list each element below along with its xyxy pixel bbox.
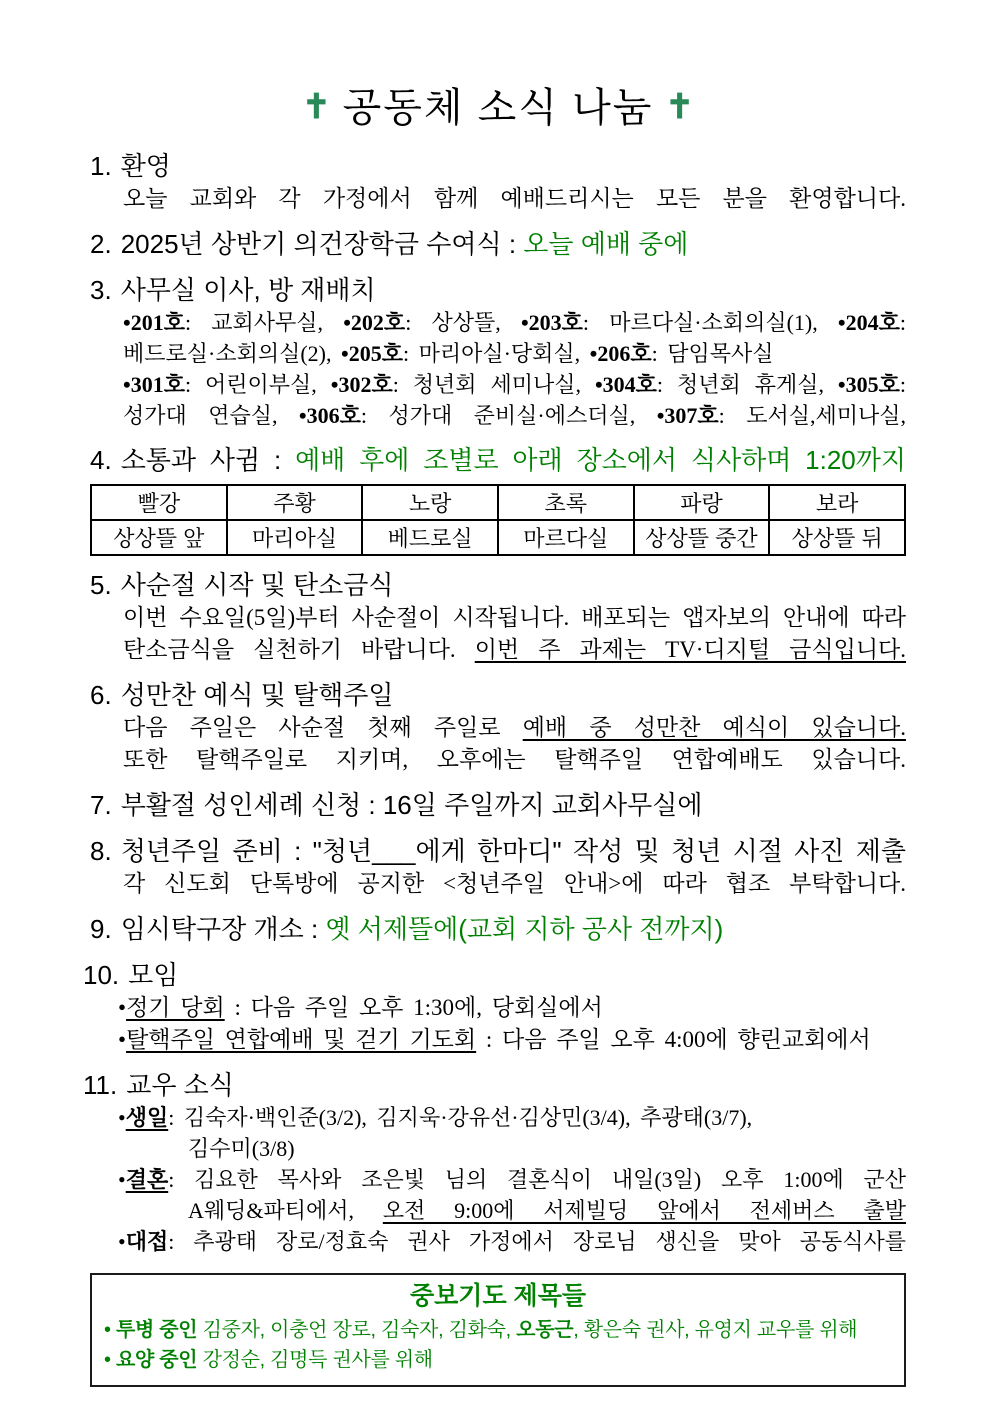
section-meetings: [83, 958, 906, 1056]
text-segment: •306호: [298, 403, 361, 428]
text-segment: •307호: [656, 403, 719, 428]
text-segment: 옛 서제뜰에(교회 지하 공사 전까지): [325, 914, 724, 944]
text-segment: •202호: [343, 310, 406, 335]
section-heading-text: [128, 960, 178, 990]
text-segment: •204호: [837, 310, 900, 335]
text-segment: 또한 탈핵주일로 지키며, 오후에는 탈핵주일 연합예배도 있습니다.: [123, 747, 906, 772]
text-segment: •305호: [837, 372, 900, 397]
text-segment: 사순절 시작 및 탄소금식: [120, 570, 394, 600]
text-segment: : 김숙자·백인준(3/2), 김지욱·강유선·김상민(3/4), 추광태(3/7),: [168, 1105, 753, 1130]
section-office-move: [90, 273, 906, 431]
body-line: [90, 338, 906, 369]
body-line: [90, 744, 906, 776]
section-number: 3.: [90, 275, 112, 305]
text-segment: 대접: [125, 1229, 169, 1254]
text-segment: , 황은숙 권사, 유영지 교우를 위해: [573, 1319, 858, 1341]
body-line: [90, 868, 906, 900]
section-number: 7.: [90, 790, 112, 820]
text-segment: : 다음 주일 오후 4:00에 향린교회에서: [476, 1027, 871, 1052]
body-line: [90, 1024, 906, 1056]
text-segment: •205호: [341, 341, 403, 366]
text-segment: 오늘 예배 중에: [523, 229, 689, 259]
prayer-line: [100, 1315, 896, 1345]
body-line: [90, 602, 906, 634]
text-segment: 교우 소식: [126, 1070, 234, 1100]
text-segment: 성만찬 예식 및 탈핵주일: [120, 680, 394, 710]
text-segment: •206호: [589, 341, 652, 366]
text-segment: 다음 주일은 사순절 첫째 주일로: [123, 715, 523, 740]
text-segment: •: [118, 1027, 127, 1052]
section-heading: [90, 912, 906, 946]
body-line: [90, 1102, 906, 1133]
body-line: [90, 712, 906, 744]
text-segment: 강정순, 김명득 권사를 위해: [197, 1349, 433, 1371]
text-segment: : 김요한 목사와 조은빛 님의 결혼식이 내일(3일) 오후 1:00에 군산: [168, 1167, 906, 1192]
text-segment: 생일: [125, 1105, 169, 1130]
section-heading-text: [121, 229, 689, 259]
text-segment: 성가대 연습실,: [123, 403, 299, 428]
text-segment: 각 신도회 단톡방에 공지한 <청년주일 안내>에 따라 협조 부탁합니다.: [123, 871, 906, 896]
section-baptism: [90, 788, 906, 822]
text-segment: 요양 중인: [115, 1349, 198, 1371]
text-segment: •: [118, 1105, 126, 1130]
text-segment: 김중자, 이충언 장로, 김숙자, 김화숙,: [197, 1319, 517, 1341]
text-segment: : 청년회 휴게실,: [656, 372, 838, 397]
text-segment: 결혼: [125, 1167, 169, 1192]
text-segment: •: [104, 1319, 116, 1341]
section-number: 11.: [83, 1070, 118, 1100]
text-segment: •302호: [330, 372, 393, 397]
cross-icon: ✝: [302, 88, 331, 126]
body-line: [90, 1133, 906, 1164]
section-number: 8.: [90, 836, 112, 866]
text-segment: : 담임목사실: [651, 341, 774, 366]
body-line: [90, 183, 906, 215]
text-segment: 정기 당회: [126, 995, 225, 1020]
body-line: [90, 1195, 906, 1226]
section-heading-text: [121, 836, 906, 866]
text-segment: •: [118, 995, 127, 1020]
text-segment: : 교회사무실,: [184, 310, 344, 335]
text-segment: 예배 중 성만찬 예식이 있습니다.: [522, 715, 906, 740]
text-segment: : 성가대 준비실·에스더실,: [360, 403, 657, 428]
section-member-news: [83, 1068, 906, 1257]
text-segment: : 마리아실·당회실,: [402, 341, 590, 366]
body-line: [90, 1164, 906, 1195]
table-header-cell: 노랑: [362, 485, 498, 520]
section-number: 6.: [90, 680, 112, 710]
section-heading: [90, 678, 906, 712]
section-number: 9.: [90, 914, 112, 944]
section-communion: [90, 678, 906, 776]
section-heading-text: [121, 445, 906, 475]
section-heading-text: [121, 680, 394, 710]
text-segment: 이번 수요일(5일)부터 사순절이 시작됩니다. 배포되는 앱자보의 안내에 따라: [123, 605, 906, 630]
section-heading: [90, 273, 906, 307]
text-segment: 예배 후에 조별로 아래 장소에서 식사하며 1:20까지: [295, 445, 906, 475]
section-scholarship: [90, 227, 906, 261]
table-cell: 상상뜰 뒤: [769, 520, 905, 555]
table-cell: 베드로실: [362, 520, 498, 555]
section-number: 10.: [83, 960, 120, 990]
fellowship-table: [90, 484, 906, 556]
text-segment: 임시탁구장 개소 :: [120, 914, 326, 944]
table-cell: 상상뜰 중간: [634, 520, 770, 555]
text-segment: •: [104, 1349, 116, 1371]
section-heading: [90, 149, 906, 183]
text-segment: 모임: [128, 960, 179, 990]
text-segment: :: [899, 310, 907, 335]
section-heading: [90, 568, 906, 602]
prayer-box: [90, 1273, 906, 1387]
section-youth-sunday: [90, 834, 906, 900]
section-heading-text: [121, 151, 171, 181]
text-segment: : 마르다실·소회의실(1),: [582, 310, 838, 335]
section-heading-text: [121, 790, 703, 820]
body-line: [90, 369, 906, 400]
text-segment: •203호: [520, 310, 583, 335]
text-segment: 오늘 교회와 각 가정에서 함께 예배드리시는 모든 분을 환영합니다.: [123, 186, 906, 211]
text-segment: •301호: [123, 372, 185, 397]
table-cell: 마리아실: [227, 520, 363, 555]
table-header-cell: 주황: [227, 485, 363, 520]
text-segment: 김수미(3/8): [188, 1136, 295, 1161]
section-number: 1.: [90, 151, 112, 181]
section-heading-text: [126, 1070, 234, 1100]
table-header-cell: 초록: [498, 485, 634, 520]
section-table-tennis: [90, 912, 906, 946]
text-segment: 부활절 성인세례 신청 : 16일 주일까지 교회사무실에: [120, 790, 703, 820]
section-heading: [90, 834, 906, 868]
section-heading: [90, 788, 906, 822]
body-line: [90, 307, 906, 338]
text-segment: : 도서실,세미나실,: [718, 403, 906, 428]
text-segment: 탄소금식을 실천하기 바랍니다.: [123, 637, 475, 662]
body-line: [90, 400, 906, 431]
text-segment: : 추광태 장로/정효숙 권사 가정에서 장로님 생신을 맞아 공동식사를: [168, 1229, 906, 1254]
section-number: 4.: [90, 445, 112, 475]
section-welcome: [90, 149, 906, 215]
section-heading: [83, 1068, 906, 1102]
text-segment: :: [899, 372, 906, 397]
section-heading: [90, 443, 906, 477]
text-segment: : 청년회 세미나실,: [392, 372, 595, 397]
text-segment: 탈핵주일 연합예배 및 걷기 기도회: [126, 1027, 477, 1052]
text-segment: •304호: [594, 372, 657, 397]
body-line: [90, 634, 906, 666]
table-cell: 상상뜰 앞: [91, 520, 227, 555]
text-segment: 베드로실·소회의실(2),: [123, 341, 341, 366]
section-number: 2.: [90, 229, 112, 259]
prayer-line: [100, 1345, 896, 1375]
table-row: [91, 520, 905, 555]
cross-icon: ✝: [665, 88, 694, 126]
text-segment: 오동근: [516, 1319, 574, 1341]
page-title: [90, 84, 906, 131]
text-segment: •: [118, 1229, 126, 1254]
section-fellowship: [90, 443, 906, 556]
text-segment: •201호: [123, 310, 185, 335]
text-segment: 투병 중인: [115, 1319, 198, 1341]
table-cell: 마르다실: [498, 520, 634, 555]
text-segment: 2025년 상반기 의건장학금 수여식 :: [120, 229, 524, 259]
table-row: [91, 485, 905, 520]
section-lent: [90, 568, 906, 666]
text-segment: A웨딩&파티에서,: [188, 1198, 383, 1223]
prayer-box-title: 중보기도 제목들: [410, 1282, 586, 1310]
section-heading-text: [121, 275, 376, 305]
table-header-cell: 빨강: [91, 485, 227, 520]
section-heading-text: [121, 914, 724, 944]
text-segment: 오전 9:00에 서제빌딩 앞에서 전세버스 출발: [382, 1198, 906, 1223]
text-segment: 소통과 사귐 :: [120, 445, 296, 475]
text-segment: 환영: [120, 151, 171, 181]
table-header-cell: 파랑: [634, 485, 770, 520]
section-heading-text: [121, 570, 394, 600]
page-title-text: 공동체 소식 나눔: [342, 86, 654, 130]
section-heading: [90, 227, 906, 261]
body-line: [90, 1226, 906, 1257]
body-line: [90, 992, 906, 1024]
text-segment: : 어린이부실,: [184, 372, 331, 397]
section-heading: [83, 958, 906, 992]
text-segment: 이번 주 과제는 TV·디지털 금식입니다.: [474, 637, 906, 662]
text-segment: 사무실 이사, 방 재배치: [120, 275, 376, 305]
text-segment: : 다음 주일 오후 1:30에, 당회실에서: [224, 995, 603, 1020]
section-number: 5.: [90, 570, 112, 600]
table-header-cell: 보라: [769, 485, 905, 520]
text-segment: : 상상뜰,: [405, 310, 521, 335]
text-segment: 청년주일 준비 : "청년___에게 한마디" 작성 및 청년 시절 사진 제출: [120, 836, 906, 866]
text-segment: •: [118, 1167, 126, 1192]
